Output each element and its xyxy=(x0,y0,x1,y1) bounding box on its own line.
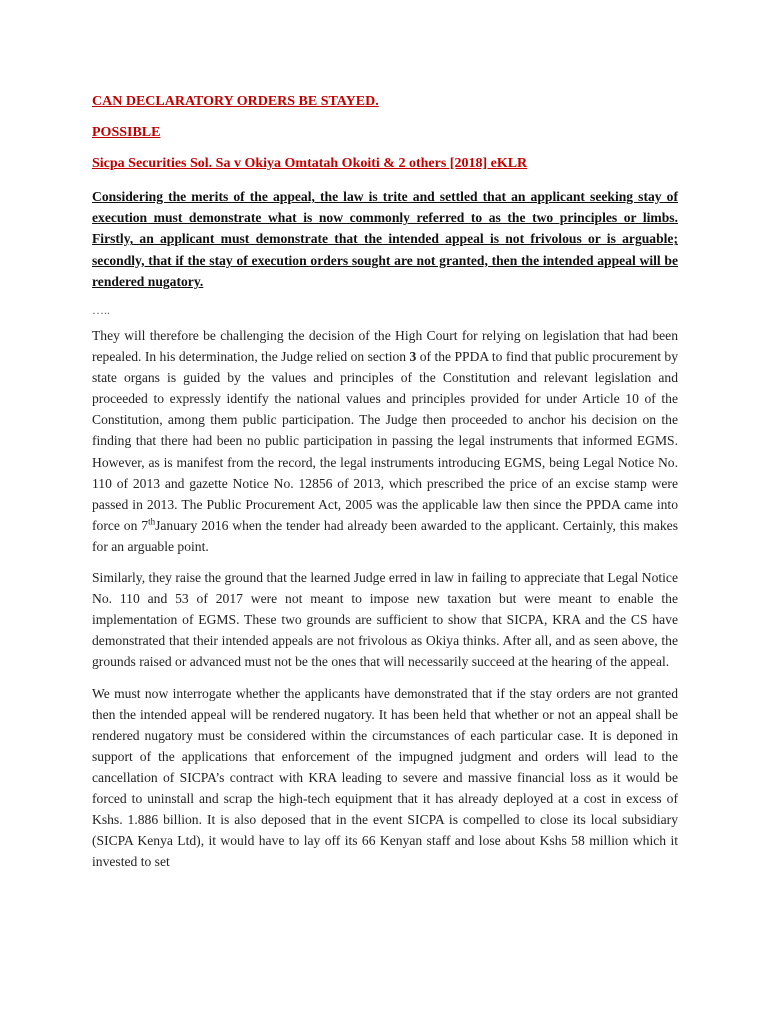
paragraph-1 xyxy=(92,325,678,557)
section-number: 3 xyxy=(409,349,417,365)
question-heading: CAN DECLARATORY ORDERS BE STAYED. xyxy=(92,94,379,109)
paragraph-3: We must now interrogate whether the applicants have demonstrated that if the stay orders are not granted then the intended appeal will be rendered nugatory. It has been held that whether or not an appeal shall be rendered nugatory must be considered within the circumstances of each particular case. It is deponed in support of the applications that enforcement of the impugned judgment and orders will lead to the cancellation of SICPA’s contract with KRA leading to severe and massive financial loss as it would be forced to uninstall and scrap the high-tech equipment that it has already deployed at a cost in excess of Kshs. 1.886 billion. It is also deposed that in the event SICPA is compelled to close its local subsidiary (SICPA Kenya Ltd), it would have to lay off its 66 Kenyan staff and lose about Kshs 58 million which it invested to set xyxy=(92,685,678,870)
paragraph-1-text-c: January 2016 when the tender had already been awarded to the applicant. Certainly, this makes for an arguable point. xyxy=(92,517,678,554)
paragraph-1-text-b: of the PPDA to find that public procurement by state organs is guided by the values and principles of the Constitution and relevant legislation and proceeded to expressly identify the national values and principles provided for under Article 10 of the Constitution, among them public participation. The Judge then proceeded to anchor his decision on the finding that there had been no public participation in passing the legal instruments that informed EGMS. However, as is manifest from the record, the legal instruments introducing EGMS, being Legal Notice No. 110 of 2013 and gazette Notice No. 12856 of 2013, which prescribed the price of an excise stamp were passed in 2013. The Public Procurement Act, 2005 was the applicable law then since the PPDA came into force on xyxy=(92,349,678,533)
ellipsis-marker: ….. xyxy=(92,303,110,318)
case-citation-heading: Sicpa Securities Sol. Sa v Okiya Omtatah Okoiti & 2 others [2018] eKLR xyxy=(92,156,528,171)
answer-heading: POSSIBLE xyxy=(92,125,161,140)
date-day: 7 xyxy=(141,517,149,533)
quoted-passage: Considering the merits of the appeal, the law is trite and settled that an applicant seeking stay of execution must demonstrate what is now commonly referred to as the two principles or limbs. Firstly, an applicant must demonstrate that the intended appeal is not frivolous or is arguable; secondly, that if the stay of execution orders sought are not granted, then the intended appeal will be rendered nugatory. xyxy=(92,189,678,289)
date-day-suffix: th xyxy=(148,516,156,527)
paragraph-2: Similarly, they raise the ground that the learned Judge erred in law in failing to appreciate that Legal Notice No. 110 and 53 of 2017 were not meant to impose new taxation but were meant to enable the implementation of EGMS. These two grounds are sufficient to show that SICPA, KRA and the CS have demonstrated that their intended appeals are not frivolous as Okiya thinks. After all, and as seen above, the grounds raised or advanced must not be the ones that will necessarily succeed at the hearing of the appeal. xyxy=(92,570,678,670)
document-page xyxy=(92,92,678,882)
paragraph-1-text-a: They will therefore be challenging the decision of the High Court for relying on legislation that had been repealed. In his determination, the Judge relied on section xyxy=(92,328,678,365)
